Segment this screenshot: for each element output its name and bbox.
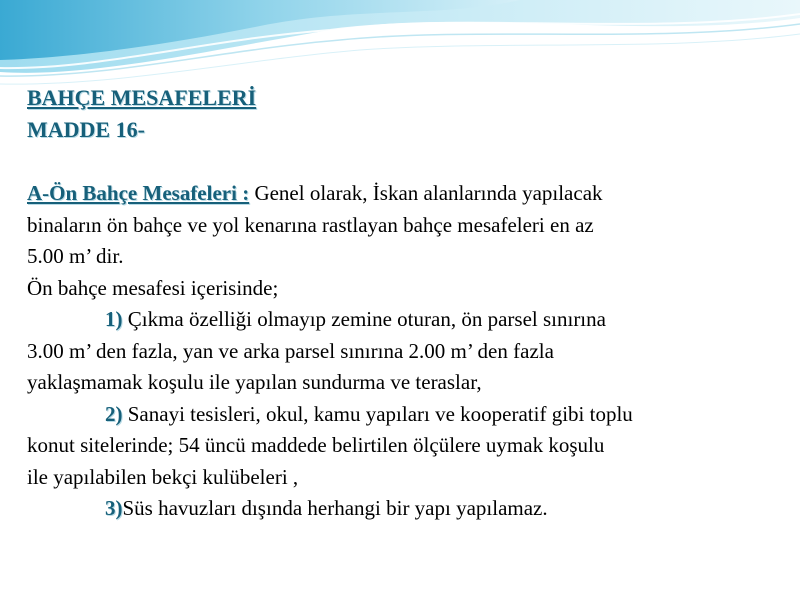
item-1-text-1: Çıkma özelliği olmayıp zemine oturan, ön parsel sınırına xyxy=(122,307,606,331)
slide-content xyxy=(27,82,792,525)
section-a-line-3: 5.00 m’ dir. xyxy=(27,244,124,268)
item-3-text-1: Süs havuzları dışında herhangi bir yapı yapılamaz. xyxy=(122,496,548,520)
item-3-number: 3) xyxy=(105,496,123,520)
spacer xyxy=(27,146,792,178)
title-line-2: MADDE 16- xyxy=(27,117,145,142)
item-3-line-1 xyxy=(27,493,792,525)
item-1-line-2: 3.00 m’ den fazla, yan ve arka parsel sınırına 2.00 m’ den fazla xyxy=(27,338,554,363)
item-2-line-3: ile yapılabilen bekçi kulübeleri , xyxy=(27,464,299,489)
title-line-1: BAHÇE MESAFELERİ xyxy=(27,85,257,110)
item-1-line-1 xyxy=(27,304,792,336)
section-a-line-2: binaların ön bahçe ve yol kenarına rastlayan bahçe mesafeleri en az xyxy=(27,212,594,237)
item-1-number: 1) xyxy=(105,307,123,331)
section-a-line-1 xyxy=(27,178,792,210)
section-a-heading: A-Ön Bahçe Mesafeleri : xyxy=(27,181,250,205)
item-2-number: 2) xyxy=(105,401,123,426)
section-a-text-1: Genel olarak, İskan alanlarında yapılacak xyxy=(249,181,603,205)
item-2-line-1 xyxy=(27,399,792,431)
intro-line: Ön bahçe mesafesi içerisinde; xyxy=(27,275,279,300)
item-2-text-1: Sanayi tesisleri, okul, kamu yapıları ve kooperatif gibi toplu xyxy=(122,401,633,426)
item-1-line-3: yaklaşmamak koşulu ile yapılan sundurma ve teraslar, xyxy=(27,370,482,394)
item-2-line-2: konut sitelerinde; 54 üncü maddede belirtilen ölçülere uymak koşulu xyxy=(27,433,605,457)
